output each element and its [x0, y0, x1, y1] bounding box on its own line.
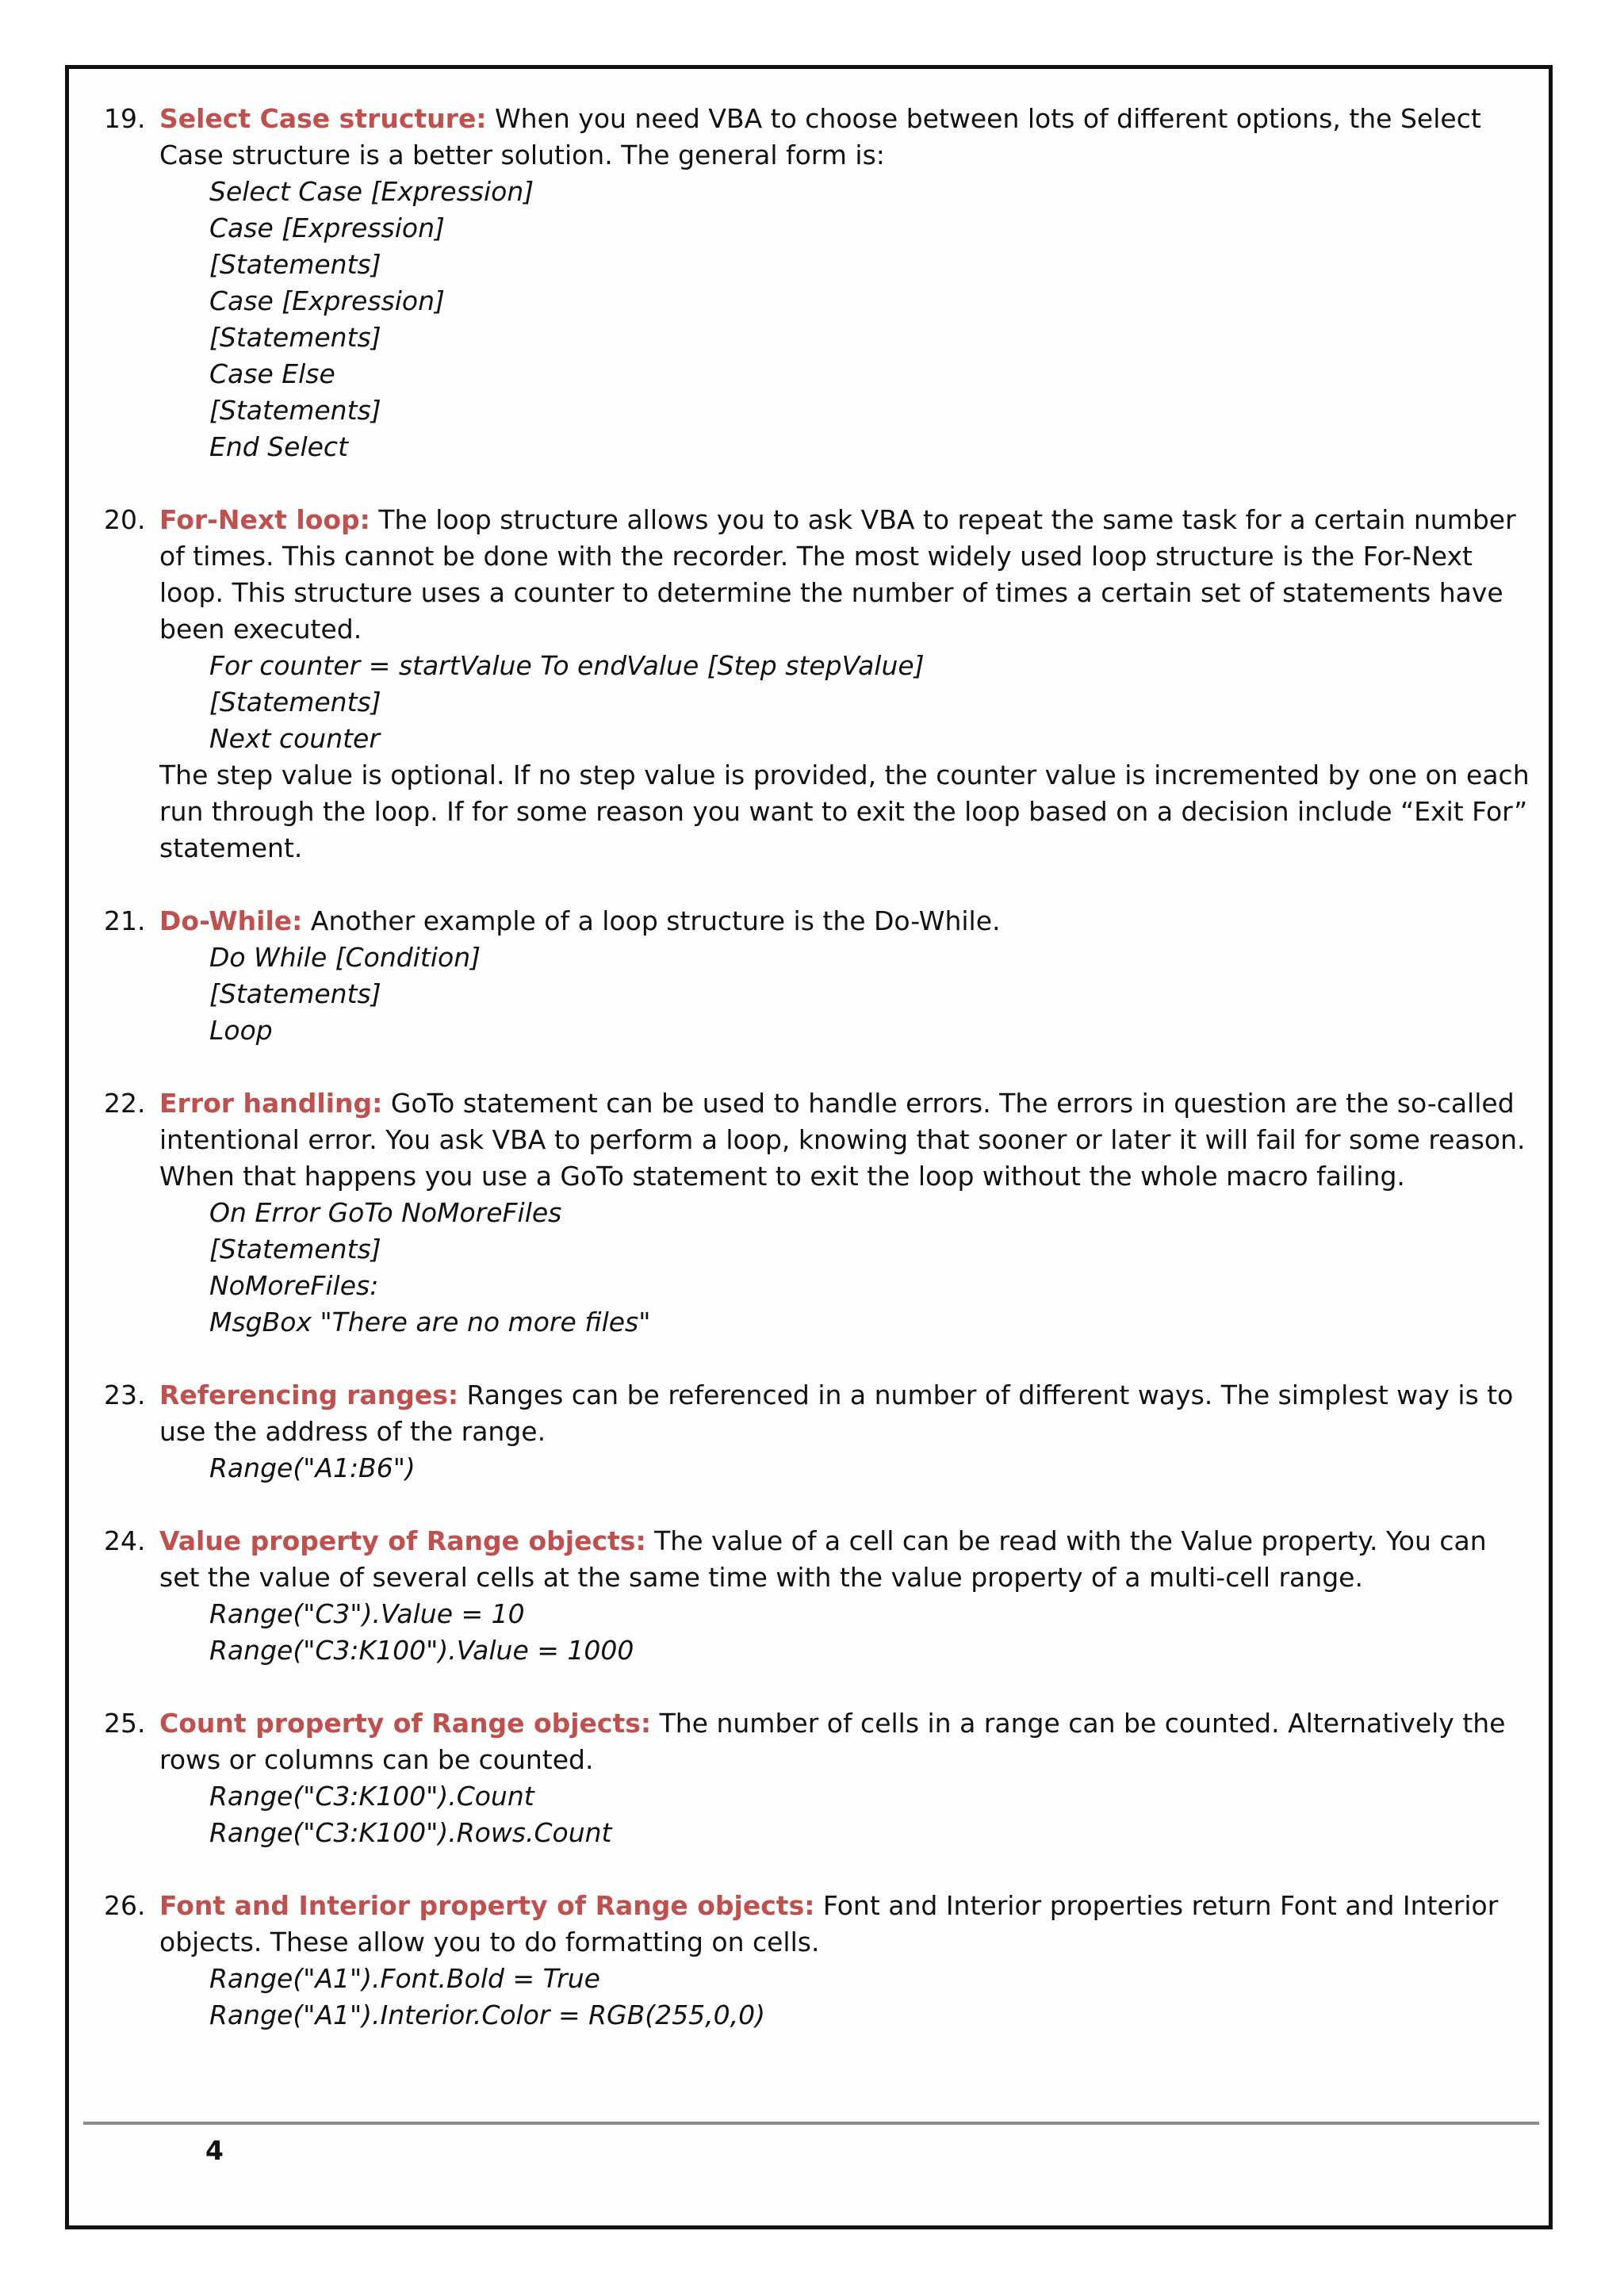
code-line: On Error GoTo NoMoreFiles [209, 1197, 562, 1228]
code-line: Range("A1").Font.Bold = True [209, 1963, 600, 1994]
item-paragraph [159, 1377, 1531, 1450]
list-item-26 [104, 1888, 1531, 2034]
item-paragraph [159, 1085, 1531, 1195]
list-item-21 [104, 903, 1531, 1049]
code-line: [Statements] [209, 395, 381, 426]
item-after-text: The step value is optional. If no step value is provided, the counter value is incremented by one on each run through the loop. If for some reason you want to exit the loop based on a decision include “Exit For” statement. [159, 760, 1530, 863]
item-number: 20. [104, 504, 146, 535]
code-line: [Statements] [209, 1234, 381, 1265]
item-heading: Select Case structure: [159, 103, 487, 134]
footer-divider [83, 2122, 1539, 2125]
item-heading: Count property of Range objects: [159, 1708, 652, 1739]
code-line: Do While [Condition] [209, 942, 481, 973]
item-paragraph [159, 1888, 1531, 1961]
item-heading: Referencing ranges: [159, 1380, 459, 1410]
item-text: The number of cells in a range can be counted. Alternatively the rows or columns can be counted. [159, 1708, 1506, 1775]
code-line: [Statements] [209, 687, 381, 718]
item-text: The loop structure allows you to ask VBA to repeat the same task for a certain number of times. This cannot be done with the recorder. The most widely used loop structure is the For-Next loop. This structure uses a counter to determine the number of times a certain set of statements have been executed. [159, 504, 1516, 645]
item-paragraph [159, 903, 1531, 939]
code-line: [Statements] [209, 978, 381, 1009]
code-line: Case [Expression] [209, 212, 445, 243]
item-heading: Value property of Range objects: [159, 1525, 646, 1556]
code-line: Range("C3:K100").Value = 1000 [209, 1635, 634, 1666]
list-item-19 [104, 101, 1531, 465]
list-item-23 [104, 1377, 1531, 1487]
code-line: [Statements] [209, 322, 381, 353]
item-text: When you need VBA to choose between lots of different options, the Select Case structure is a better solution. The general form is: [159, 103, 1481, 170]
item-paragraph [159, 502, 1531, 648]
item-number: 21. [104, 905, 146, 936]
item-paragraph [159, 1523, 1531, 1596]
item-number: 22. [104, 1088, 146, 1119]
code-line: Case Else [209, 358, 335, 389]
list-item-24 [104, 1523, 1531, 1669]
code-line: For counter = startValue To endValue [Step stepValue] [209, 650, 925, 681]
item-text: The value of a cell can be read with the Value property. You can set the value of several cells at the same time with the value property of a multi-cell range. [159, 1525, 1487, 1593]
code-line: Range("C3:K100").Rows.Count [209, 1817, 612, 1848]
item-text: Another example of a loop structure is the Do-While. [302, 905, 1001, 936]
page-number: 4 [205, 2135, 224, 2166]
item-number: 25. [104, 1708, 146, 1739]
list-item-25 [104, 1705, 1531, 1851]
code-line: Range("C3:K100").Count [209, 1781, 534, 1812]
item-number: 23. [104, 1380, 146, 1410]
code-line: NoMoreFiles: [209, 1270, 379, 1301]
item-number: 26. [104, 1890, 146, 1921]
item-heading: For-Next loop: [159, 504, 370, 535]
item-heading: Font and Interior property of Range objects: [159, 1890, 815, 1921]
document-content [104, 101, 1531, 2034]
item-text: Font and Interior properties return Font and Interior objects. These allow you to do formatting on cells. [159, 1890, 1499, 1957]
code-line: Range("A1").Interior.Color = RGB(255,0,0) [209, 1999, 765, 2030]
item-number: 24. [104, 1525, 146, 1556]
page-frame [65, 65, 1553, 2229]
item-text: Ranges can be referenced in a number of different ways. The simplest way is to use the address of the range. [159, 1380, 1514, 1447]
code-line: Range("C3").Value = 10 [209, 1598, 525, 1629]
code-line: Case [Expression] [209, 285, 445, 316]
item-number: 19. [104, 103, 146, 134]
code-line: Next counter [209, 723, 380, 754]
code-line: Range("A1:B6") [209, 1452, 416, 1483]
list-item-20 [104, 502, 1531, 867]
code-line: Loop [209, 1015, 273, 1046]
list-item-22 [104, 1085, 1531, 1341]
item-heading: Error handling: [159, 1088, 383, 1119]
code-line: [Statements] [209, 249, 381, 280]
code-line: Select Case [Expression] [209, 176, 534, 207]
code-line: MsgBox "There are no more files" [209, 1307, 651, 1337]
item-heading: Do-While: [159, 905, 303, 936]
item-paragraph [159, 101, 1531, 174]
item-text: GoTo statement can be used to handle errors. The errors in question are the so-called intentional error. You ask VBA to perform a loop, knowing that sooner or later it will fail for some reason. When that happens you use a GoTo statement to exit the loop without the whole macro failing. [159, 1088, 1526, 1192]
code-line: End Select [209, 431, 349, 462]
item-paragraph [159, 1705, 1531, 1778]
